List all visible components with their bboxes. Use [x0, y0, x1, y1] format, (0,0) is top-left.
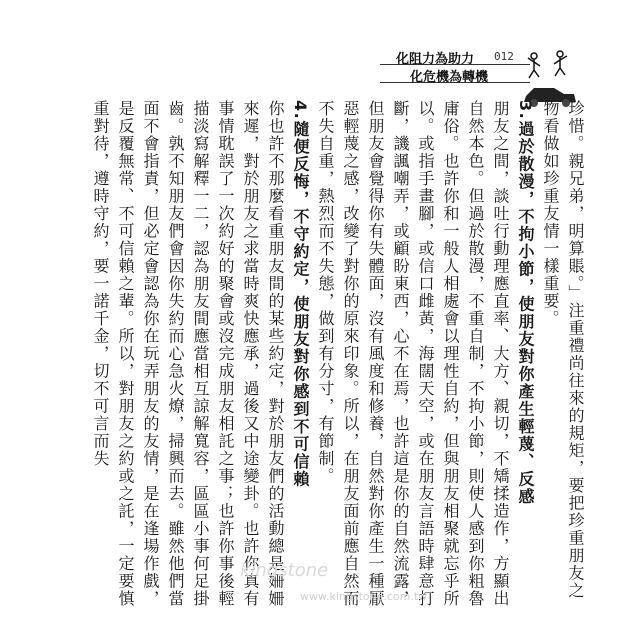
paragraph-section-3: 朋友之間，談吐行動理應直率、大方、親切，不矯揉造作，方顯出自然本色。但過於散漫，不重自制，不拘小節，則使人感到你粗魯庸俗。也許你和一般人相處會以理性自約，但與朋友相聚就忘乎所以。或指手畫腳，或信口雌黃，海闊天空，或在朋友言語時肆意打斷，譏諷嘲弄，或顧盼東西，心不在焉，也許這是你的自然流露，但朋友會覺得你有失體面，沒有風度和修養，自然對你產生一種厭惡輕蔑之感，改變了對你的原來印象。所以，在朋友面前應自然而不失自重，熱烈而不失態，做到有分寸，有節制。	[316, 100, 510, 608]
vertical-text-body	[68, 100, 588, 610]
page-number: 012	[494, 50, 514, 63]
paragraph-continuation: 珍惜。親兄弟，明算賬。」注重禮尚往來的規矩，要把珍重朋友之物看做如珍重友情一樣重要。	[541, 100, 585, 600]
running-title-bottom: 化危機為轉機	[410, 70, 489, 85]
paragraph-section-4: 你也許不那麼看重朋友間的某些約定，對於朋友們的活動總是姍姍來遲，對於朋友之求當時爽快應承，過後又中途變卦。也許你真有事情耽誤了一次約好的聚會或沒完成朋友相託之事；也許你事後輕描淡寫解釋一二，認為朋友間應當相互諒解寬容，區區小事何足掛齒。孰不知朋友們會因你失約而心急火燎，掃興而去。雖然他們當面不會指責，但必定會認為你在玩弄朋友的友情，是在逢場作戲，是反覆無常、不可信賴之輩。所以，對朋友之約或之託，一定要慎重對待，遵時守約，要一諾千金，切不可言而失	[91, 100, 285, 608]
running-title-top: 化阻力為助力	[396, 52, 475, 67]
section-heading-3: 3.過於散漫，不拘小節，使朋友對你產生輕蔑、反感	[516, 100, 535, 506]
watermark-url: www.kingstone.com.tw	[300, 590, 428, 603]
section-heading-4: 4.隨便反悔，不守約定，使朋友對你感到不可信賴	[291, 100, 310, 488]
watermark-logo: kingstone	[240, 560, 329, 581]
